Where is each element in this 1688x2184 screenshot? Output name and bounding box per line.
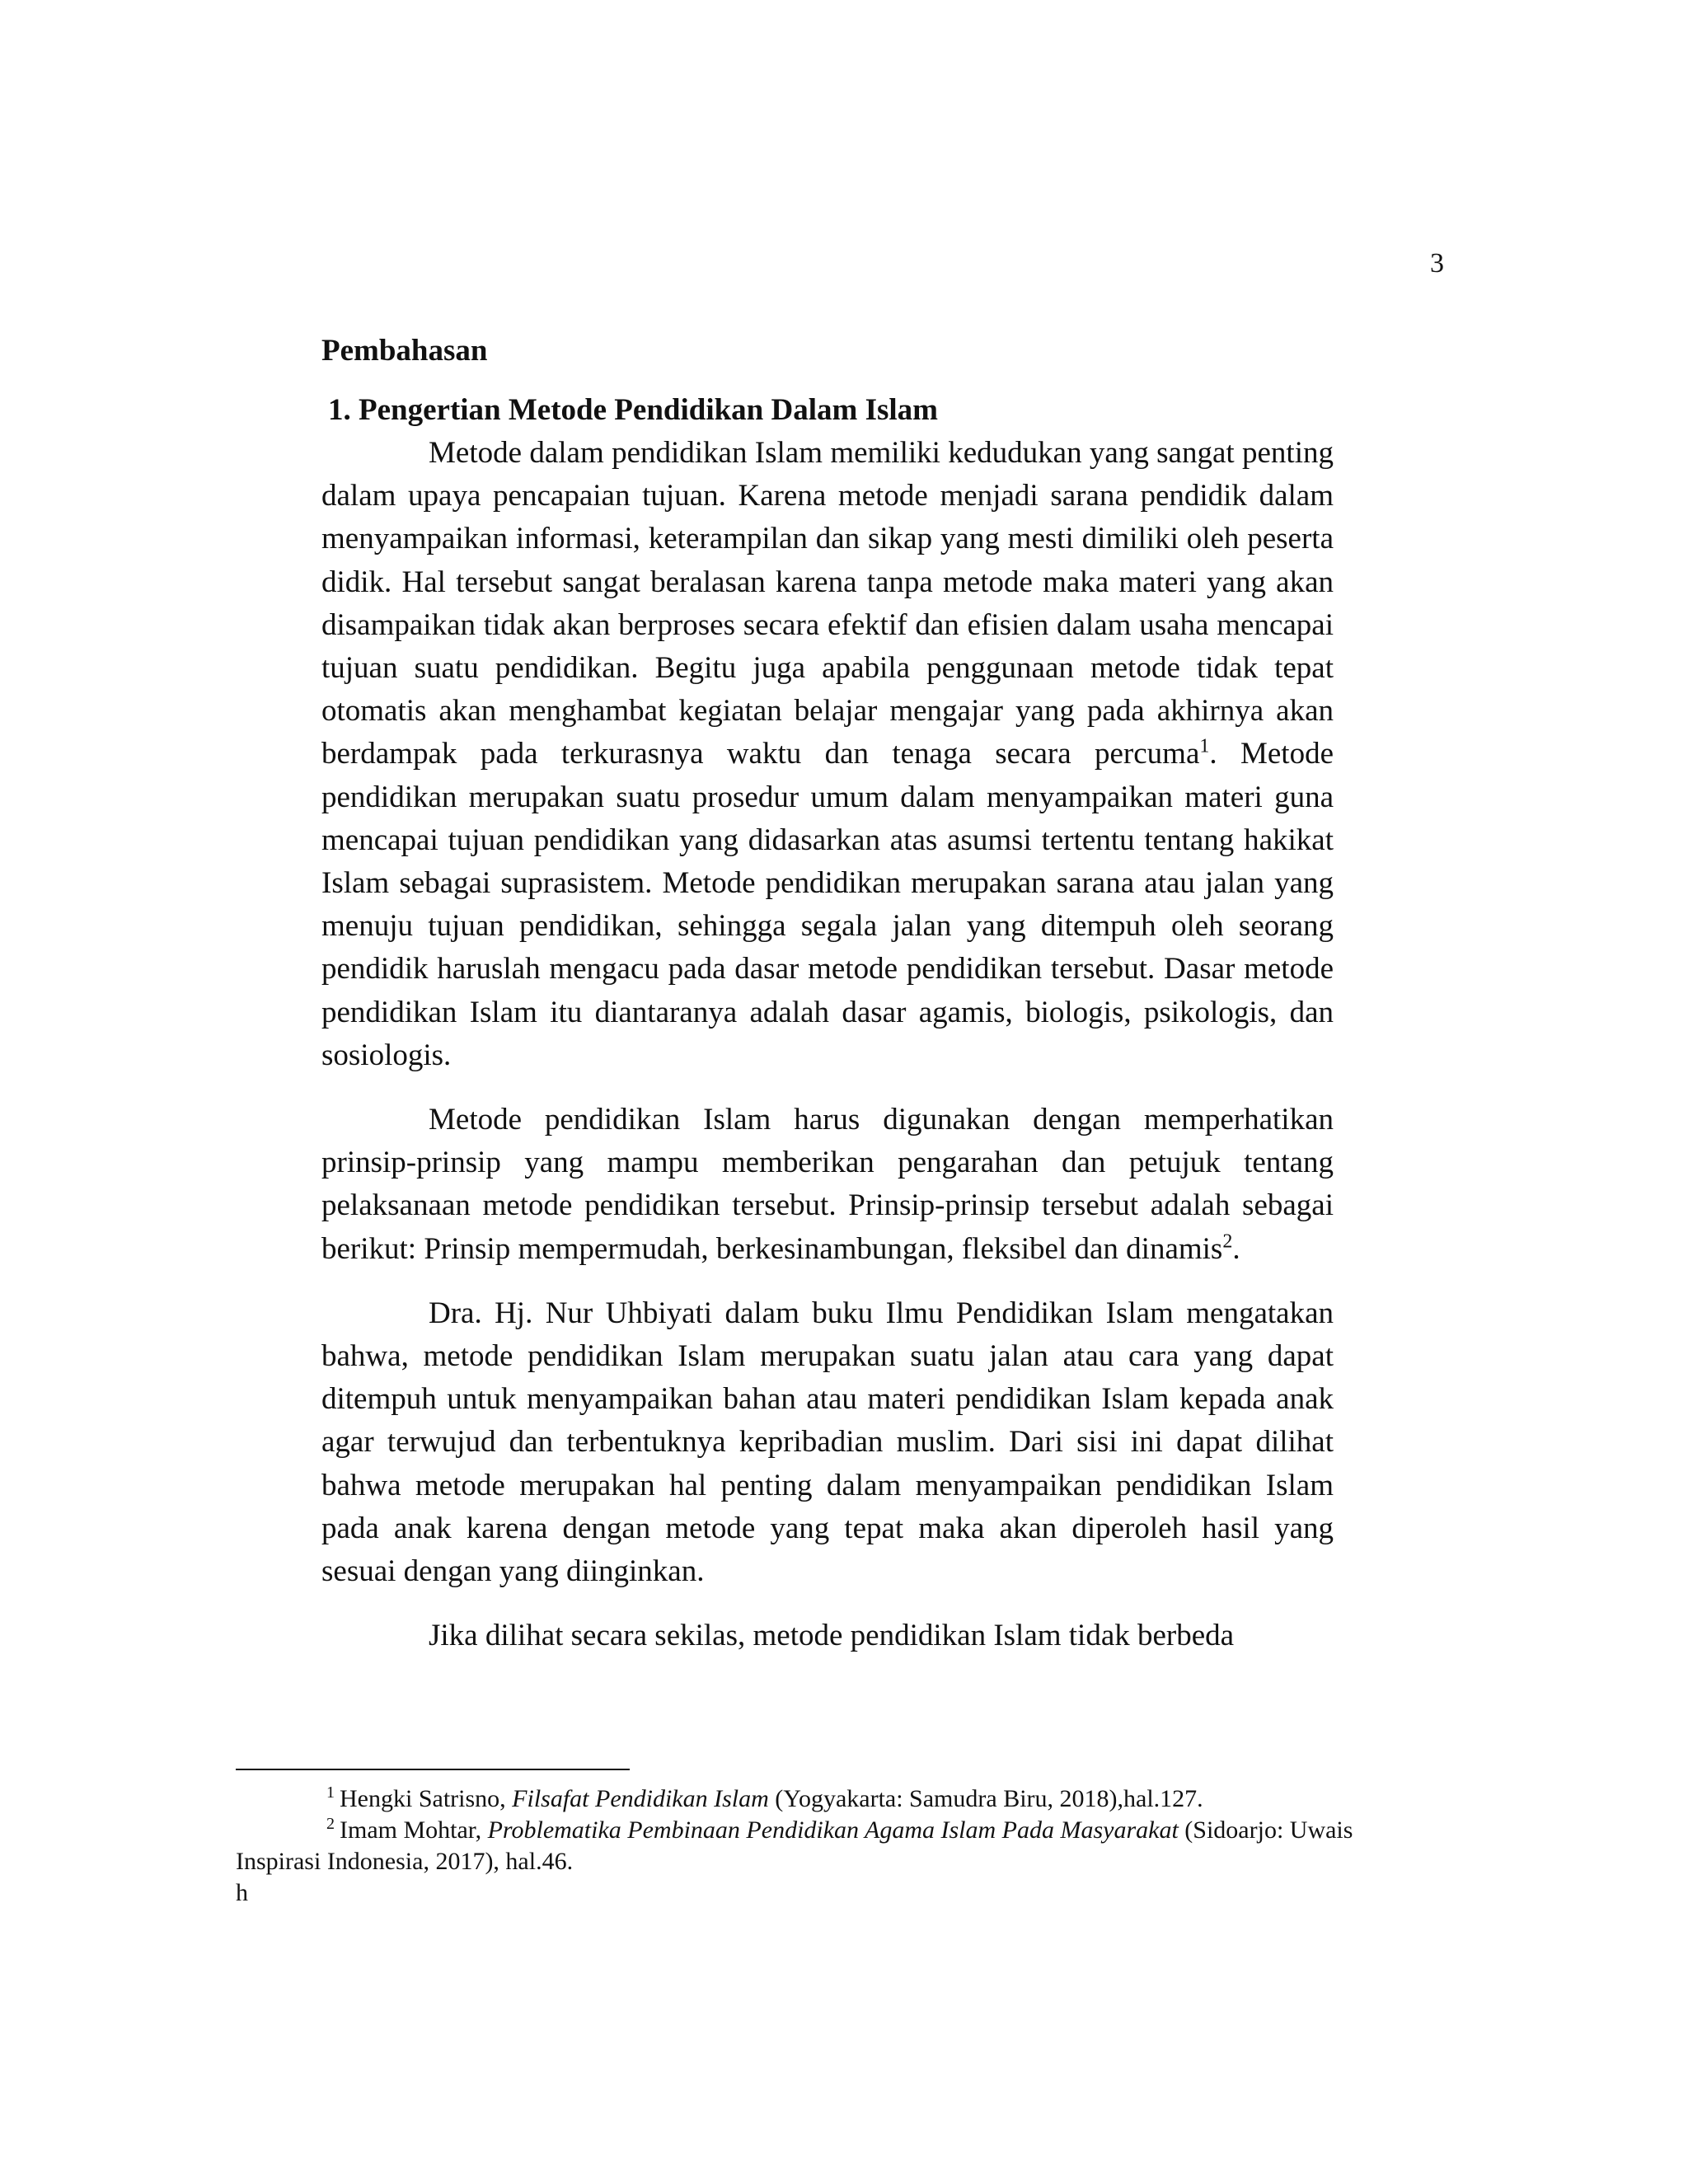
paragraph-3: Dra. Hj. Nur Uhbiyati dalam buku Ilmu Pendidikan Islam mengatakan bahwa, metode pendidikan Islam merupakan suatu jalan atau cara yang dapat ditempuh untuk menyampaikan bahan atau materi pendidikan Islam kepada anak agar terwujud dan terbentuknya kepribadian muslim. Dari sisi ini dapat dilihat bahwa metode merupakan hal penting dalam menyampaikan pendidikan Islam pada anak karena dengan metode yang tepat maka akan diperoleh hasil yang sesuai dengan yang diinginkan.: [321, 1296, 1334, 1589]
section-title: Pembahasan: [321, 334, 488, 368]
paragraph-1-text-a: Metode dalam pendidikan Islam memiliki kedudukan yang sangat penting dalam upaya pencapaian tujuan. Karena metode menjadi sarana pendidik dalam menyampaikan informasi, keterampilan dan sikap yang mesti dimiliki oleh peserta didik. Hal tersebut sangat beralasan karena tanpa metode maka materi yang akan disampaikan tidak akan berproses secara efektif dan efisien dalam usaha mencapai tujuan suatu pendidikan. Begitu juga apabila penggunaan metode tidak tepat otomatis akan menghambat kegiatan belajar mengajar yang pada akhirnya akan berdampak pada terkurasnya waktu dan tenaga secara percuma: [321, 436, 1334, 771]
footnote-divider: [236, 1769, 630, 1770]
footnote-1: [236, 1783, 1398, 1815]
footnote-reference-1[interactable]: 1: [1199, 736, 1210, 758]
paragraph-2-text-a: Metode pendidikan Islam harus digunakan dengan memperhatikan prinsip-prinsip yang mampu memberikan pengarahan dan petujuk tentang pelaksanaan metode pendidikan tersebut. Prinsip-prinsip tersebut adalah sebagai berikut: Prinsip mempermudah, berkesinambungan, fleksibel dan dinamis: [321, 1103, 1334, 1266]
main-content: [321, 330, 1334, 1657]
footnote-reference-2[interactable]: 2: [1222, 1230, 1233, 1253]
footnote-1-mark: 1: [326, 1783, 335, 1802]
footnote-1-title: Filsafat Pendidikan Islam: [512, 1785, 769, 1812]
stray-character: h: [236, 1879, 248, 1906]
paragraph-2: [321, 1099, 1334, 1271]
footnote-1-author: Hengki Satrisno,: [340, 1785, 513, 1812]
footnote-1-details: (Yogyakarta: Samudra Biru, 2018),hal.127.: [768, 1785, 1203, 1812]
footnotes: [236, 1783, 1398, 1909]
subsection-title: 1. Pengertian Metode Pendidikan Dalam Islam: [328, 393, 938, 427]
paragraph-2-text-b: .: [1232, 1231, 1240, 1266]
footnote-2-author: Imam Mohtar,: [340, 1816, 488, 1844]
footnote-2-title: Problematika Pembinaan Pendidikan Agama Islam Pada Masyarakat: [487, 1816, 1179, 1844]
paragraph-1: [321, 432, 1334, 1077]
page-number: 3: [1430, 248, 1444, 279]
footnote-2-details: (Sidoarjo: Uwais Inspirasi Indonesia, 2017), hal.46.: [236, 1816, 1353, 1875]
paragraph-1-text-b: . Metode pendidikan merupakan suatu prosedur umum dalam menyampaikan materi guna mencapai tujuan pendidikan yang didasarkan atas asumsi tertentu tentang hakikat Islam sebagai suprasistem. Metode pendidikan merupakan sarana atau jalan yang menuju tujuan pendidikan, sehingga segala jalan yang ditempuh oleh seorang pendidik haruslah mengacu pada dasar metode pendidikan tersebut. Dasar metode pendidikan Islam itu diantaranya adalah dasar agamis, biologis, psikologis, dan sosiologis.: [321, 737, 1334, 1072]
footnote-2: [236, 1815, 1398, 1877]
footnote-2-mark: 2: [326, 1815, 335, 1833]
paragraph-4: Jika dilihat secara sekilas, metode pendidikan Islam tidak berbeda: [429, 1619, 1235, 1653]
